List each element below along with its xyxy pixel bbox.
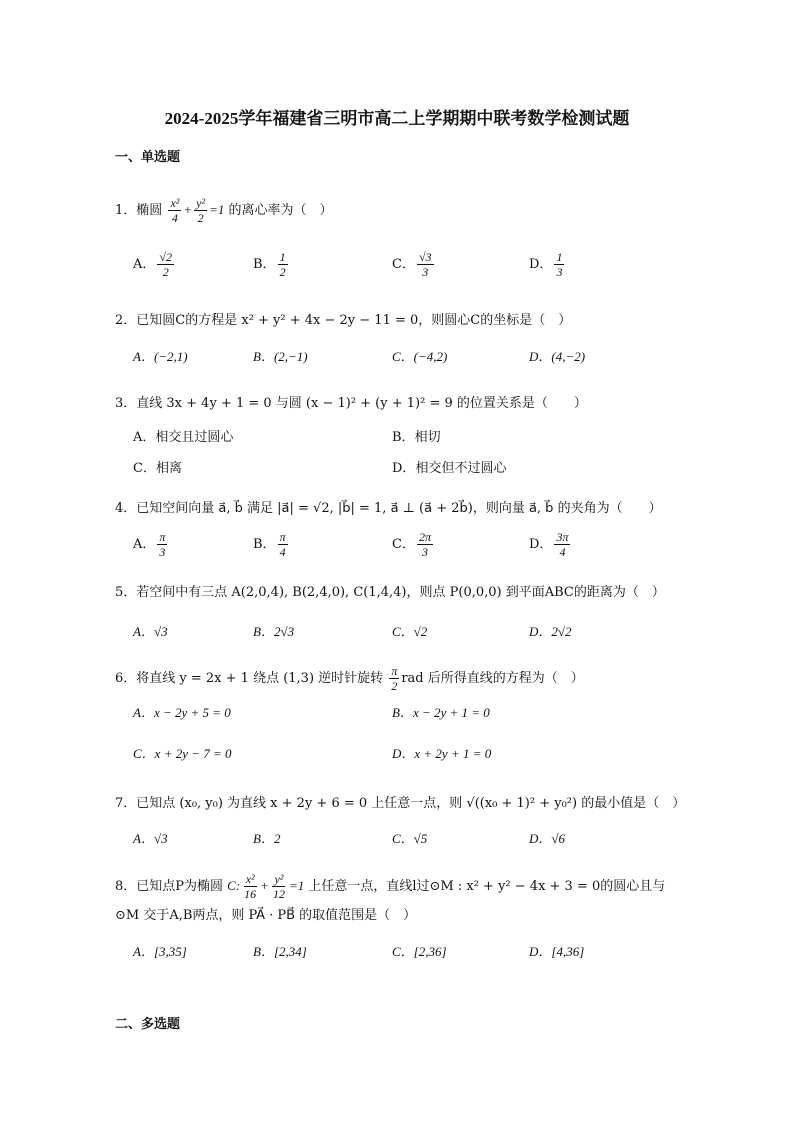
q6-option-d: D．x + 2y + 1 = 0 — [392, 746, 492, 761]
question-7: 7．已知点 (x₀, y₀) 为直线 x + 2y + 6 = 0 上任意一点，则 √((x₀ + 1)² + y₀²) 的最小值是（ ） — [115, 796, 686, 811]
q2-option-b: B．(2,−1) — [253, 349, 308, 364]
section-heading-single-choice: 一、单选题 — [115, 150, 181, 165]
q3-option-b: B．相切 — [392, 430, 441, 445]
q7-option-a: A．√3 — [133, 831, 168, 846]
q5-option-b: B．2√3 — [253, 624, 295, 639]
q3-option-c: C．相离 — [133, 461, 182, 476]
q6-option-c: C．x + 2y − 7 = 0 — [133, 746, 232, 761]
q4-option-a: A． $\frac{\pi}{3}$ — [133, 530, 166, 559]
q2-option-c: C．(−4,2) — [392, 349, 448, 364]
question-5: 5．若空间中有三点 A(2,0,4), B(2,4,0), C(1,4,4)，则点 P(0,0,0) 到平面ABC的距离为（ ） — [115, 585, 665, 600]
q7-option-d: D．√6 — [529, 831, 566, 846]
question-3: 3．直线 3x + 4y + 1 = 0 与圆 (x − 1)² + (y + 1)² = 9 的位置关系是（ ） — [115, 396, 587, 411]
question-2: 2．已知圆C的方程是 x² + y² + 4x − 2y − 11 = 0，则圆心C的坐标是（ ） — [115, 313, 572, 328]
q1-option-a: A． $\frac{√2}{2}$ — [133, 250, 172, 279]
q4-option-d: D． $\frac{3\pi}{4}$ — [529, 530, 569, 559]
q3-option-a: A．相交且过圆心 — [133, 430, 234, 445]
q6-option-a: A．x − 2y + 5 = 0 — [133, 705, 231, 720]
q1-option-b: B． $\frac{1}{2}$ — [253, 250, 286, 279]
q2-option-d: D．(4,−2) — [529, 349, 586, 364]
q1-option-c: C． $\frac{√3}{3}$ — [392, 250, 432, 279]
q3-option-d: D．相交但不过圆心 — [392, 461, 507, 476]
q7-option-b: B．2 — [253, 831, 281, 846]
q4-option-c: C． $\frac{2\pi}{3}$ — [392, 530, 431, 559]
question-1: 1．椭圆 $\frac{\text{x²}}{4}$ + $\frac{\text{y²}}{2}$ =1 的离心率为（ ） — [115, 196, 333, 225]
q1-option-d: D． $\frac{1}{3}$ — [529, 250, 563, 279]
q5-option-d: D．2√2 — [529, 624, 572, 639]
q8-option-a: A．[3,35] — [133, 944, 187, 959]
section-heading-multi-choice: 二、多选题 — [115, 1017, 181, 1032]
question-8: 8．已知点P为椭圆 C: $\frac{\text{x²}}{16}$ + $\frac{\text{y²}}{12}$ =1 上任意一点，直线l过⊙M : x² + y² − 4x + 3 = 0的圆心且与 — [115, 872, 666, 901]
q5-option-c: C．√2 — [392, 624, 428, 639]
q4-option-b: B． $\frac{\pi}{4}$ — [253, 530, 286, 559]
q7-option-c: C．√5 — [392, 831, 428, 846]
question-6: 6．将直线 y = 2x + 1 绕点 (1,3) 逆时针旋转 $\frac{\pi}{2}$ rad 后所得直线的方程为（ ） — [115, 664, 584, 693]
q8-option-d: D．[4,36] — [529, 944, 585, 959]
document-title: 2024-2025学年福建省三明市高二上学期期中联考数学检测试题 — [164, 109, 630, 128]
q5-option-a: A．√3 — [133, 624, 168, 639]
q2-option-a: A．(−2,1) — [133, 349, 188, 364]
question-8-continued: ⊙M 交于A,B两点，则 PA⃗ · PB⃗ 的取值范围是（ ） — [115, 908, 417, 923]
q8-option-c: C．[2,36] — [392, 944, 447, 959]
q8-option-b: B．[2,34] — [253, 944, 307, 959]
q6-option-b: B．x − 2y + 1 = 0 — [392, 705, 490, 720]
question-4: 4．已知空间向量 a⃗, b⃗ 满足 |a⃗| = √2, |b⃗| = 1, a⃗ ⊥ (a⃗ + 2b⃗)，则向量 a⃗, b⃗ 的夹角为（ ） — [115, 501, 662, 516]
